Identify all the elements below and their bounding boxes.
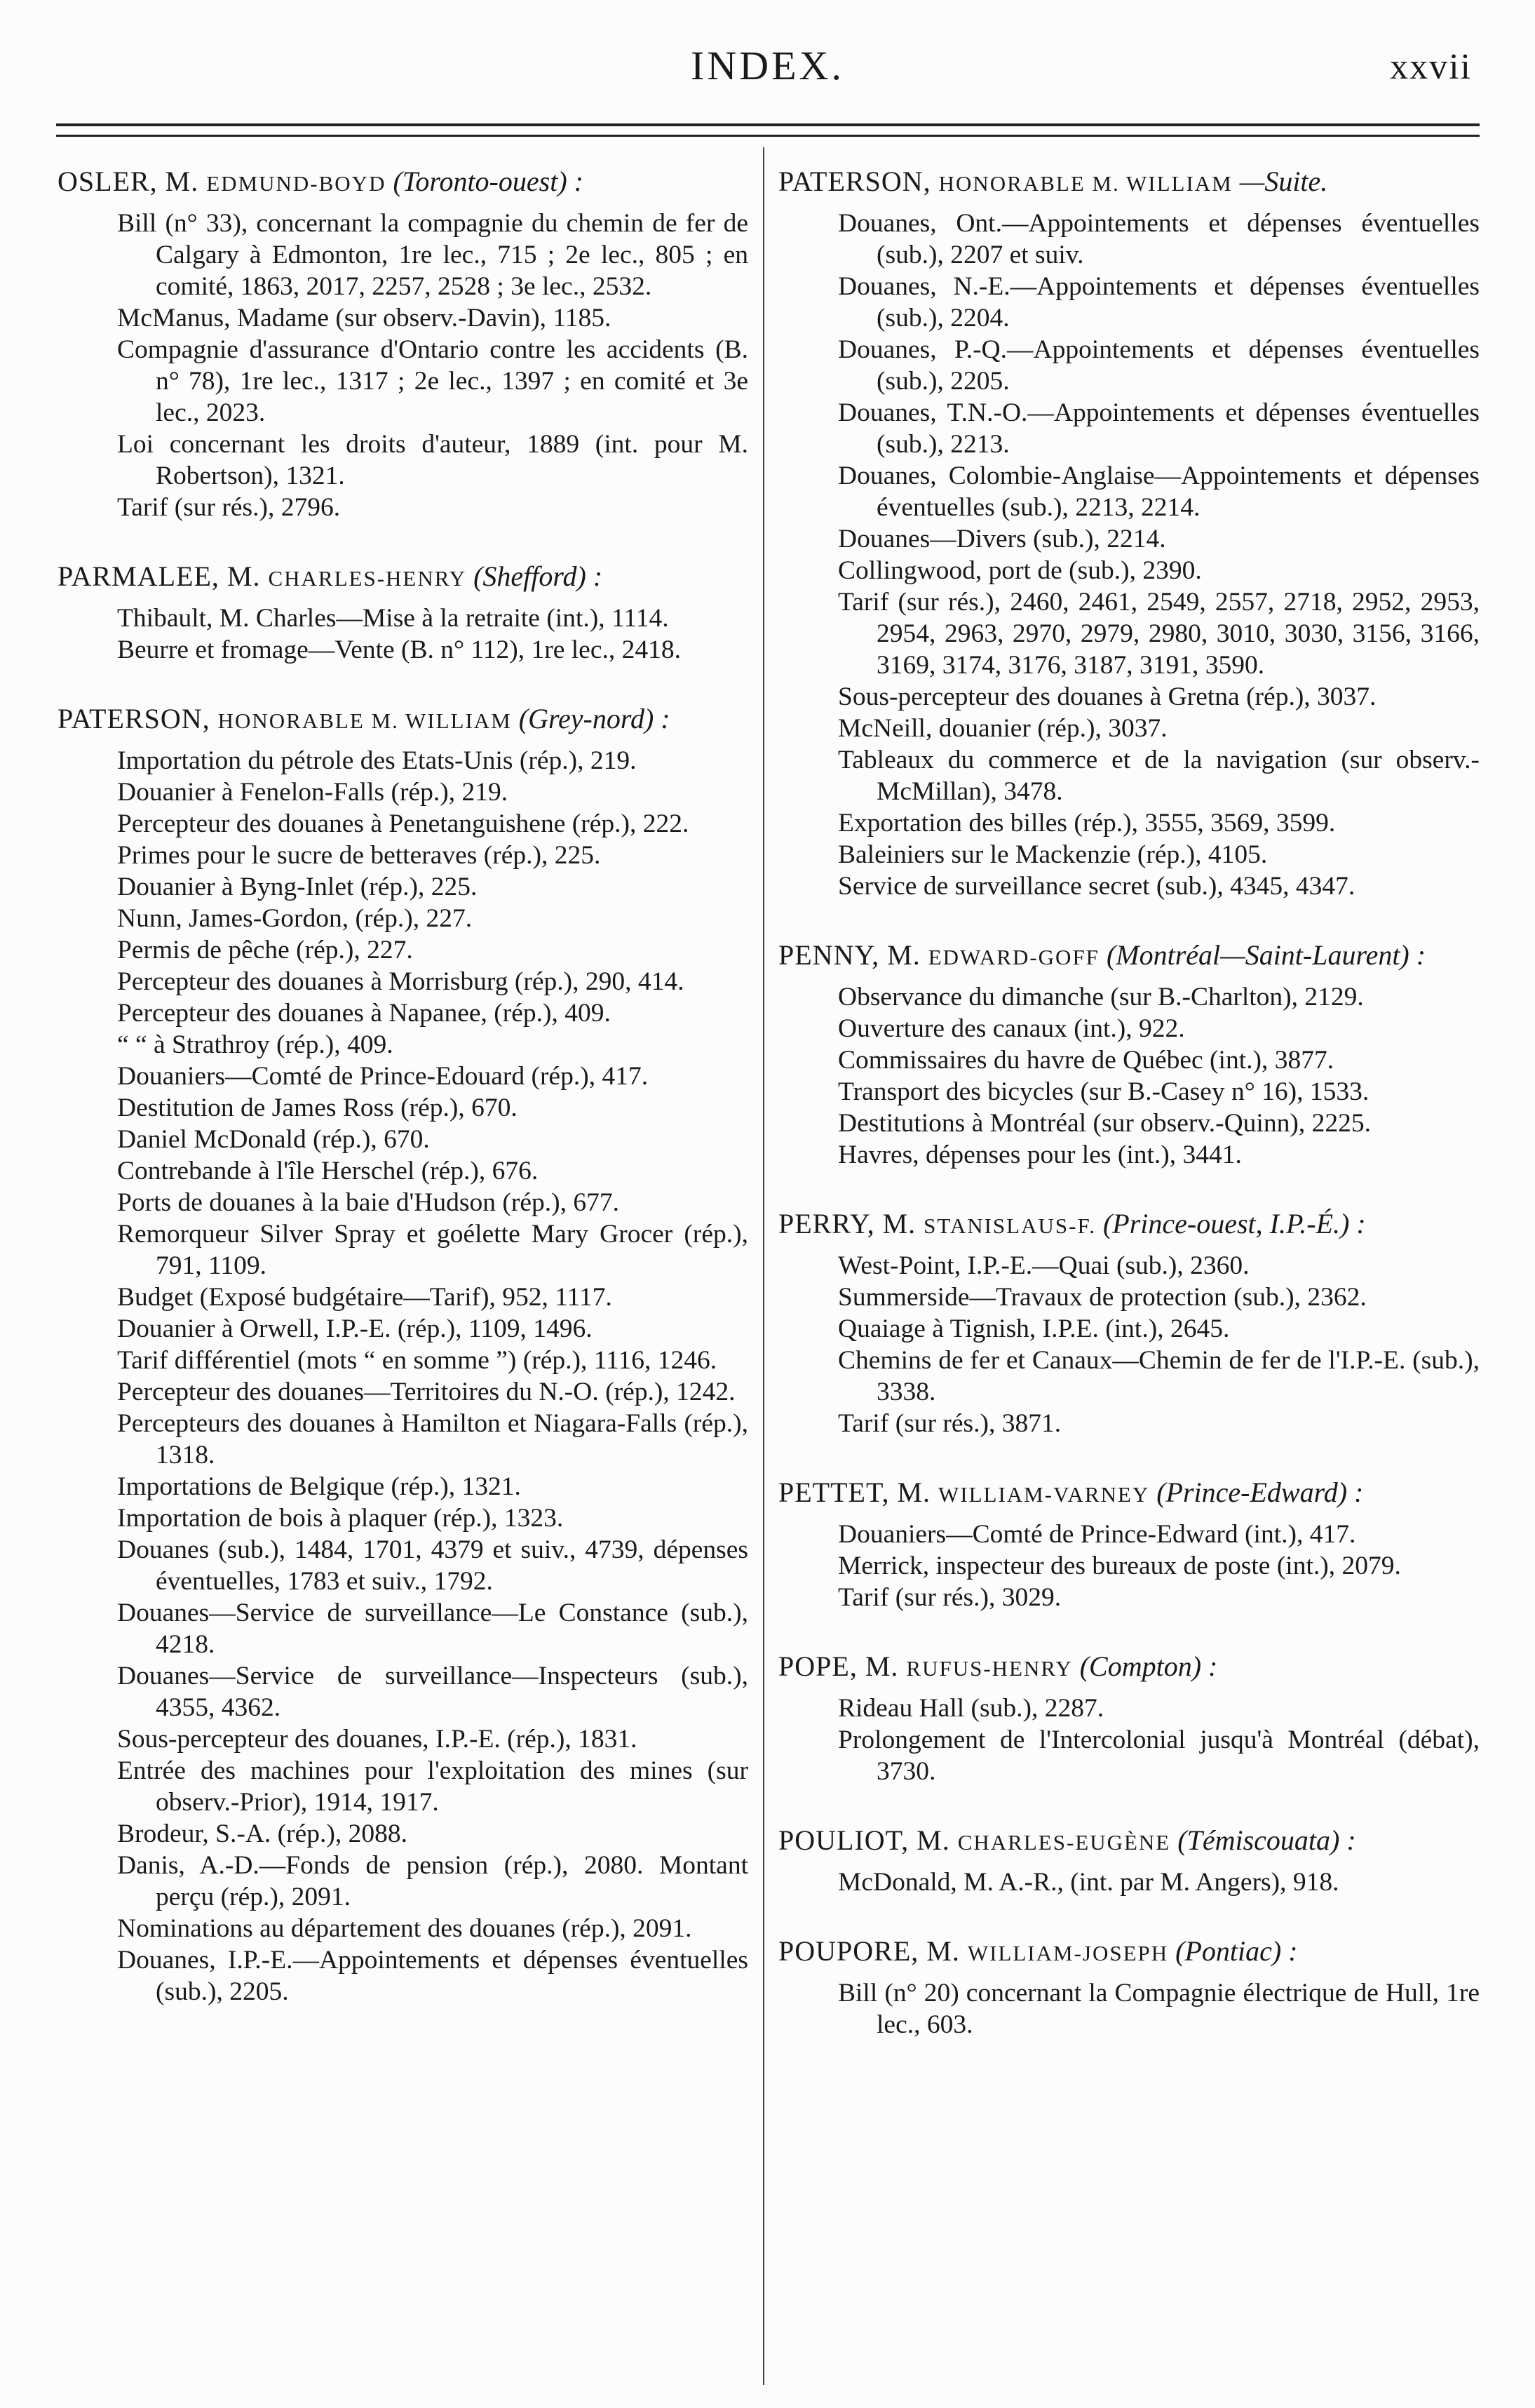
index-entry <box>58 165 748 523</box>
index-item: Douanes—Service de surveillance—Le Constance (sub.), 4218. <box>117 1599 748 1659</box>
member-riding: (Prince-ouest, I.P.-É.) : <box>1102 1208 1366 1239</box>
index-item: Douanes (sub.), 1484, 1701, 4379 et suiv., 4739, dépenses éventuelles, 1783 et suiv., 1792. <box>117 1535 748 1596</box>
index-item: Nunn, James-Gordon, (rép.), 227. <box>117 904 473 933</box>
member-given-names: EDWARD-GOFF <box>928 945 1100 969</box>
member-given-names: STANISLAUS-F. <box>924 1213 1096 1238</box>
index-item: McDonald, M. A.-R., (int. par M. Angers), 918. <box>838 1868 1339 1897</box>
index-item: Summerside—Travaux de protection (sub.), 2362. <box>838 1283 1367 1312</box>
index-column-left <box>58 165 748 2044</box>
member-surname: OSLER, M. <box>58 166 207 197</box>
entry-items <box>58 745 748 2007</box>
index-item: Percepteur des douanes—Territoires du N.-O. (rép.), 1242. <box>117 1378 736 1406</box>
index-entry <box>778 1476 1480 1613</box>
member-surname: PERRY, M. <box>778 1208 924 1239</box>
index-item: Destitutions à Montréal (sur observ.-Quinn), 2225. <box>838 1109 1371 1138</box>
index-item: Thibault, M. Charles—Mise à la retraite (int.), 1114. <box>117 604 669 633</box>
index-item: Contrebande à l'île Herschel (rép.), 676. <box>117 1157 539 1185</box>
index-item: Compagnie d'assurance d'Ontario contre les accidents (B. n° 78), 1re lec., 1317 ; 2e lec., 1397 ; en comité et 3e lec., 2023. <box>117 335 748 427</box>
entry-heading <box>58 165 748 201</box>
index-item: Douanes—Divers (sub.), 2214. <box>838 525 1166 553</box>
member-given-names: RUFUS-HENRY <box>906 1656 1073 1681</box>
index-item: Havres, dépenses pour les (int.), 3441. <box>838 1141 1242 1169</box>
entry-items <box>778 1519 1480 1613</box>
index-item: Baleiniers sur le Mackenzie (rép.), 4105. <box>838 840 1268 869</box>
index-item: Permis de pêche (rép.), 227. <box>117 936 413 964</box>
index-item: Tarif différentiel (mots “ en somme ”) (rép.), 1116, 1246. <box>117 1346 717 1375</box>
index-item: Observance du dimanche (sur B.-Charlton), 2129. <box>838 983 1364 1011</box>
index-item: Danis, A.-D.—Fonds de pension (rép.), 2080. Montant perçu (rép.), 2091. <box>117 1851 748 1911</box>
index-item: Importations de Belgique (rép.), 1321. <box>117 1472 521 1501</box>
index-item: Rideau Hall (sub.), 2287. <box>838 1694 1104 1723</box>
index-item: Merrick, inspecteur des bureaux de poste (int.), 2079. <box>838 1552 1401 1580</box>
index-item: West-Point, I.P.-E.—Quai (sub.), 2360. <box>838 1251 1250 1280</box>
member-riding: (Témiscouata) : <box>1177 1824 1356 1856</box>
entry-heading <box>778 939 1480 974</box>
index-item: Primes pour le sucre de betteraves (rép.), 225. <box>117 841 601 870</box>
index-item: Beurre et fromage—Vente (B. n° 112), 1re lec., 2418. <box>117 635 681 664</box>
member-surname: POUPORE, M. <box>778 1935 968 1967</box>
index-item: Tarif (sur rés.), 3029. <box>838 1583 1062 1612</box>
entry-items <box>778 208 1480 902</box>
index-item: Importation de bois à plaquer (rép.), 1323. <box>117 1504 564 1533</box>
member-riding: (Pontiac) : <box>1175 1935 1298 1967</box>
index-item: Douanes, T.N.-O.—Appointements et dépenses éventuelles (sub.), 2213. <box>838 398 1480 459</box>
index-item: Collingwood, port de (sub.), 2390. <box>838 556 1202 585</box>
index-item: Ouverture des canaux (int.), 922. <box>838 1014 1185 1043</box>
index-item: Douanier à Fenelon-Falls (rép.), 219. <box>117 778 508 807</box>
member-given-names: EDMUND-BOYD <box>206 171 386 196</box>
index-item: Tarif (sur rés.), 2460, 2461, 2549, 2557, 2718, 2952, 2953, 2954, 2963, 2970, 2979, 2980, 3010, 3030, 3156, 3166, 3169, 3174, 3176, 3187, 3191, 3590. <box>838 588 1480 680</box>
entry-heading <box>58 702 748 738</box>
member-riding: —Suite. <box>1239 166 1328 197</box>
index-entry <box>778 939 1480 1171</box>
entry-items <box>778 1977 1480 2040</box>
member-surname: PATERSON, <box>58 703 218 734</box>
index-item: Entrée des machines pour l'exploitation des mines (sur observ.-Prior), 1914, 1917. <box>117 1756 748 1817</box>
column-divider <box>763 147 764 2385</box>
member-riding: (Toronto-ouest) : <box>393 166 583 197</box>
index-item: Tarif (sur rés.), 3871. <box>838 1409 1062 1438</box>
index-item: McManus, Madame (sur observ.-Davin), 1185. <box>117 304 611 332</box>
entry-heading <box>778 1207 1480 1243</box>
index-item: Exportation des billes (rép.), 3555, 3569, 3599. <box>838 809 1336 838</box>
index-item: Importation du pétrole des Etats-Unis (rép.), 219. <box>117 746 637 775</box>
index-item: McNeill, douanier (rép.), 3037. <box>838 714 1168 743</box>
entry-heading <box>778 1935 1480 1970</box>
index-item: Douanes, I.P.-E.—Appointements et dépenses éventuelles (sub.), 2205. <box>117 1946 748 2006</box>
index-item: Douanier à Byng-Inlet (rép.), 225. <box>117 873 478 901</box>
index-item: Commissaires du havre de Québec (int.), 3877. <box>838 1046 1334 1075</box>
index-item: Douanes, Ont.—Appointements et dépenses éventuelles (sub.), 2207 et suiv. <box>838 209 1480 269</box>
entry-heading <box>778 1650 1480 1686</box>
index-item: Douanes, P.-Q.—Appointements et dépenses éventuelles (sub.), 2205. <box>838 335 1480 396</box>
index-item: Sous-percepteur des douanes à Gretna (rép.), 3037. <box>838 682 1377 711</box>
header-rule <box>56 123 1480 126</box>
index-column-right <box>778 165 1480 2077</box>
index-item: Douanes, Colombie-Anglaise—Appointements et dépenses éventuelles (sub.), 2213, 2214. <box>838 462 1480 522</box>
header-rule-secondary <box>56 135 1480 137</box>
member-given-names: CHARLES-HENRY <box>268 566 467 591</box>
index-item: Remorqueur Silver Spray et goélette Mary Grocer (rép.), 791, 1109. <box>117 1220 748 1280</box>
index-item: “ “ à Strathroy (rép.), 409. <box>117 1030 393 1059</box>
index-item: Chemins de fer et Canaux—Chemin de fer de l'I.P.-E. (sub.), 3338. <box>838 1346 1480 1406</box>
index-item: Percepteur des douanes à Morrisburg (rép.), 290, 414. <box>117 967 684 996</box>
index-entry <box>58 560 748 666</box>
entry-heading <box>778 1824 1480 1859</box>
member-given-names: CHARLES-EUGÈNE <box>957 1830 1171 1855</box>
index-item: Douanier à Orwell, I.P.-E. (rép.), 1109, 1496. <box>117 1314 593 1343</box>
index-item: Ports de douanes à la baie d'Hudson (rép.), 677. <box>117 1188 619 1217</box>
entry-items <box>58 603 748 666</box>
index-entry <box>778 1824 1480 1898</box>
member-surname: PARMALEE, M. <box>58 560 269 592</box>
entry-items <box>58 208 748 523</box>
member-riding: (Montréal—Saint-Laurent) : <box>1106 939 1426 971</box>
index-entry <box>778 1650 1480 1787</box>
index-item: Quaiage à Tignish, I.P.E. (int.), 2645. <box>838 1314 1230 1343</box>
entry-items <box>778 1693 1480 1787</box>
index-item: Nominations au département des douanes (rép.), 2091. <box>117 1914 692 1943</box>
index-item: Bill (n° 20) concernant la Compagnie électrique de Hull, 1re lec., 603. <box>838 1979 1480 2039</box>
member-given-names: WILLIAM-JOSEPH <box>967 1941 1169 1965</box>
index-entry <box>58 702 748 2007</box>
member-surname: PATERSON, <box>778 166 939 197</box>
index-entry <box>778 1207 1480 1439</box>
entry-items <box>778 1866 1480 1898</box>
page-number: xxvii <box>1390 47 1472 87</box>
index-entry <box>778 165 1480 902</box>
index-item: Percepteur des douanes à Penetanguishene (rép.), 222. <box>117 809 689 838</box>
member-riding: (Grey-nord) : <box>518 703 670 734</box>
index-item: Destitution de James Ross (rép.), 670. <box>117 1094 518 1122</box>
member-given-names: HONORABLE M. WILLIAM <box>217 708 512 733</box>
entry-items <box>778 1250 1480 1439</box>
index-item: Percepteur des douanes à Napanee, (rép.), 409. <box>117 999 611 1028</box>
index-item: Service de surveillance secret (sub.), 4345, 4347. <box>838 872 1355 901</box>
member-riding: (Compton) : <box>1079 1650 1218 1682</box>
entry-heading <box>778 165 1480 201</box>
index-item: Budget (Exposé budgétaire—Tarif), 952, 1117. <box>117 1283 612 1312</box>
entry-items <box>778 981 1480 1171</box>
member-surname: PETTET, M. <box>778 1477 939 1508</box>
index-item: Tarif (sur rés.), 2796. <box>117 493 341 522</box>
member-riding: (Prince-Edward) : <box>1156 1477 1364 1508</box>
page-header <box>0 42 1535 112</box>
entry-heading <box>58 560 748 596</box>
index-item: Douaniers—Comté de Prince-Edouard (rép.), 417. <box>117 1062 649 1091</box>
index-entry <box>778 1935 1480 2040</box>
index-item: Prolongement de l'Intercolonial jusqu'à Montréal (débat), 3730. <box>838 1726 1480 1786</box>
index-item: Douaniers—Comté de Prince-Edward (int.), 417. <box>838 1520 1356 1549</box>
member-given-names: HONORABLE M. WILLIAM <box>938 171 1233 196</box>
member-riding: (Shefford) : <box>473 560 603 592</box>
entry-heading <box>778 1476 1480 1512</box>
member-surname: POULIOT, M. <box>778 1824 958 1856</box>
index-item: Sous-percepteur des douanes, I.P.-E. (rép.), 1831. <box>117 1725 637 1754</box>
member-surname: POPE, M. <box>778 1650 907 1682</box>
index-item: Loi concernant les droits d'auteur, 1889 (int. pour M. Robertson), 1321. <box>117 430 748 490</box>
index-item: Douanes, N.-E.—Appointements et dépenses éventuelles (sub.), 2204. <box>838 272 1480 332</box>
member-given-names: WILLIAM-VARNEY <box>938 1482 1150 1507</box>
index-item: Douanes—Service de surveillance—Inspecteurs (sub.), 4355, 4362. <box>117 1662 748 1722</box>
index-item: Percepteurs des douanes à Hamilton et Niagara-Falls (rép.), 1318. <box>117 1409 748 1469</box>
index-item: Tableaux du commerce et de la navigation (sur observ.-McMillan), 3478. <box>838 746 1480 806</box>
index-item: Daniel McDonald (rép.), 670. <box>117 1125 430 1154</box>
index-item: Transport des bicycles (sur B.-Casey n° 16), 1533. <box>838 1077 1370 1106</box>
page-title: INDEX. <box>691 43 844 88</box>
index-item: Bill (n° 33), concernant la compagnie du chemin de fer de Calgary à Edmonton, 1re lec., 715 ; 2e lec., 805 ; en comité, 1863, 2017, 2257, 2528 ; 3e lec., 2532. <box>117 209 748 301</box>
index-item: Brodeur, S.-A. (rép.), 2088. <box>117 1820 408 1848</box>
member-surname: PENNY, M. <box>778 939 928 971</box>
